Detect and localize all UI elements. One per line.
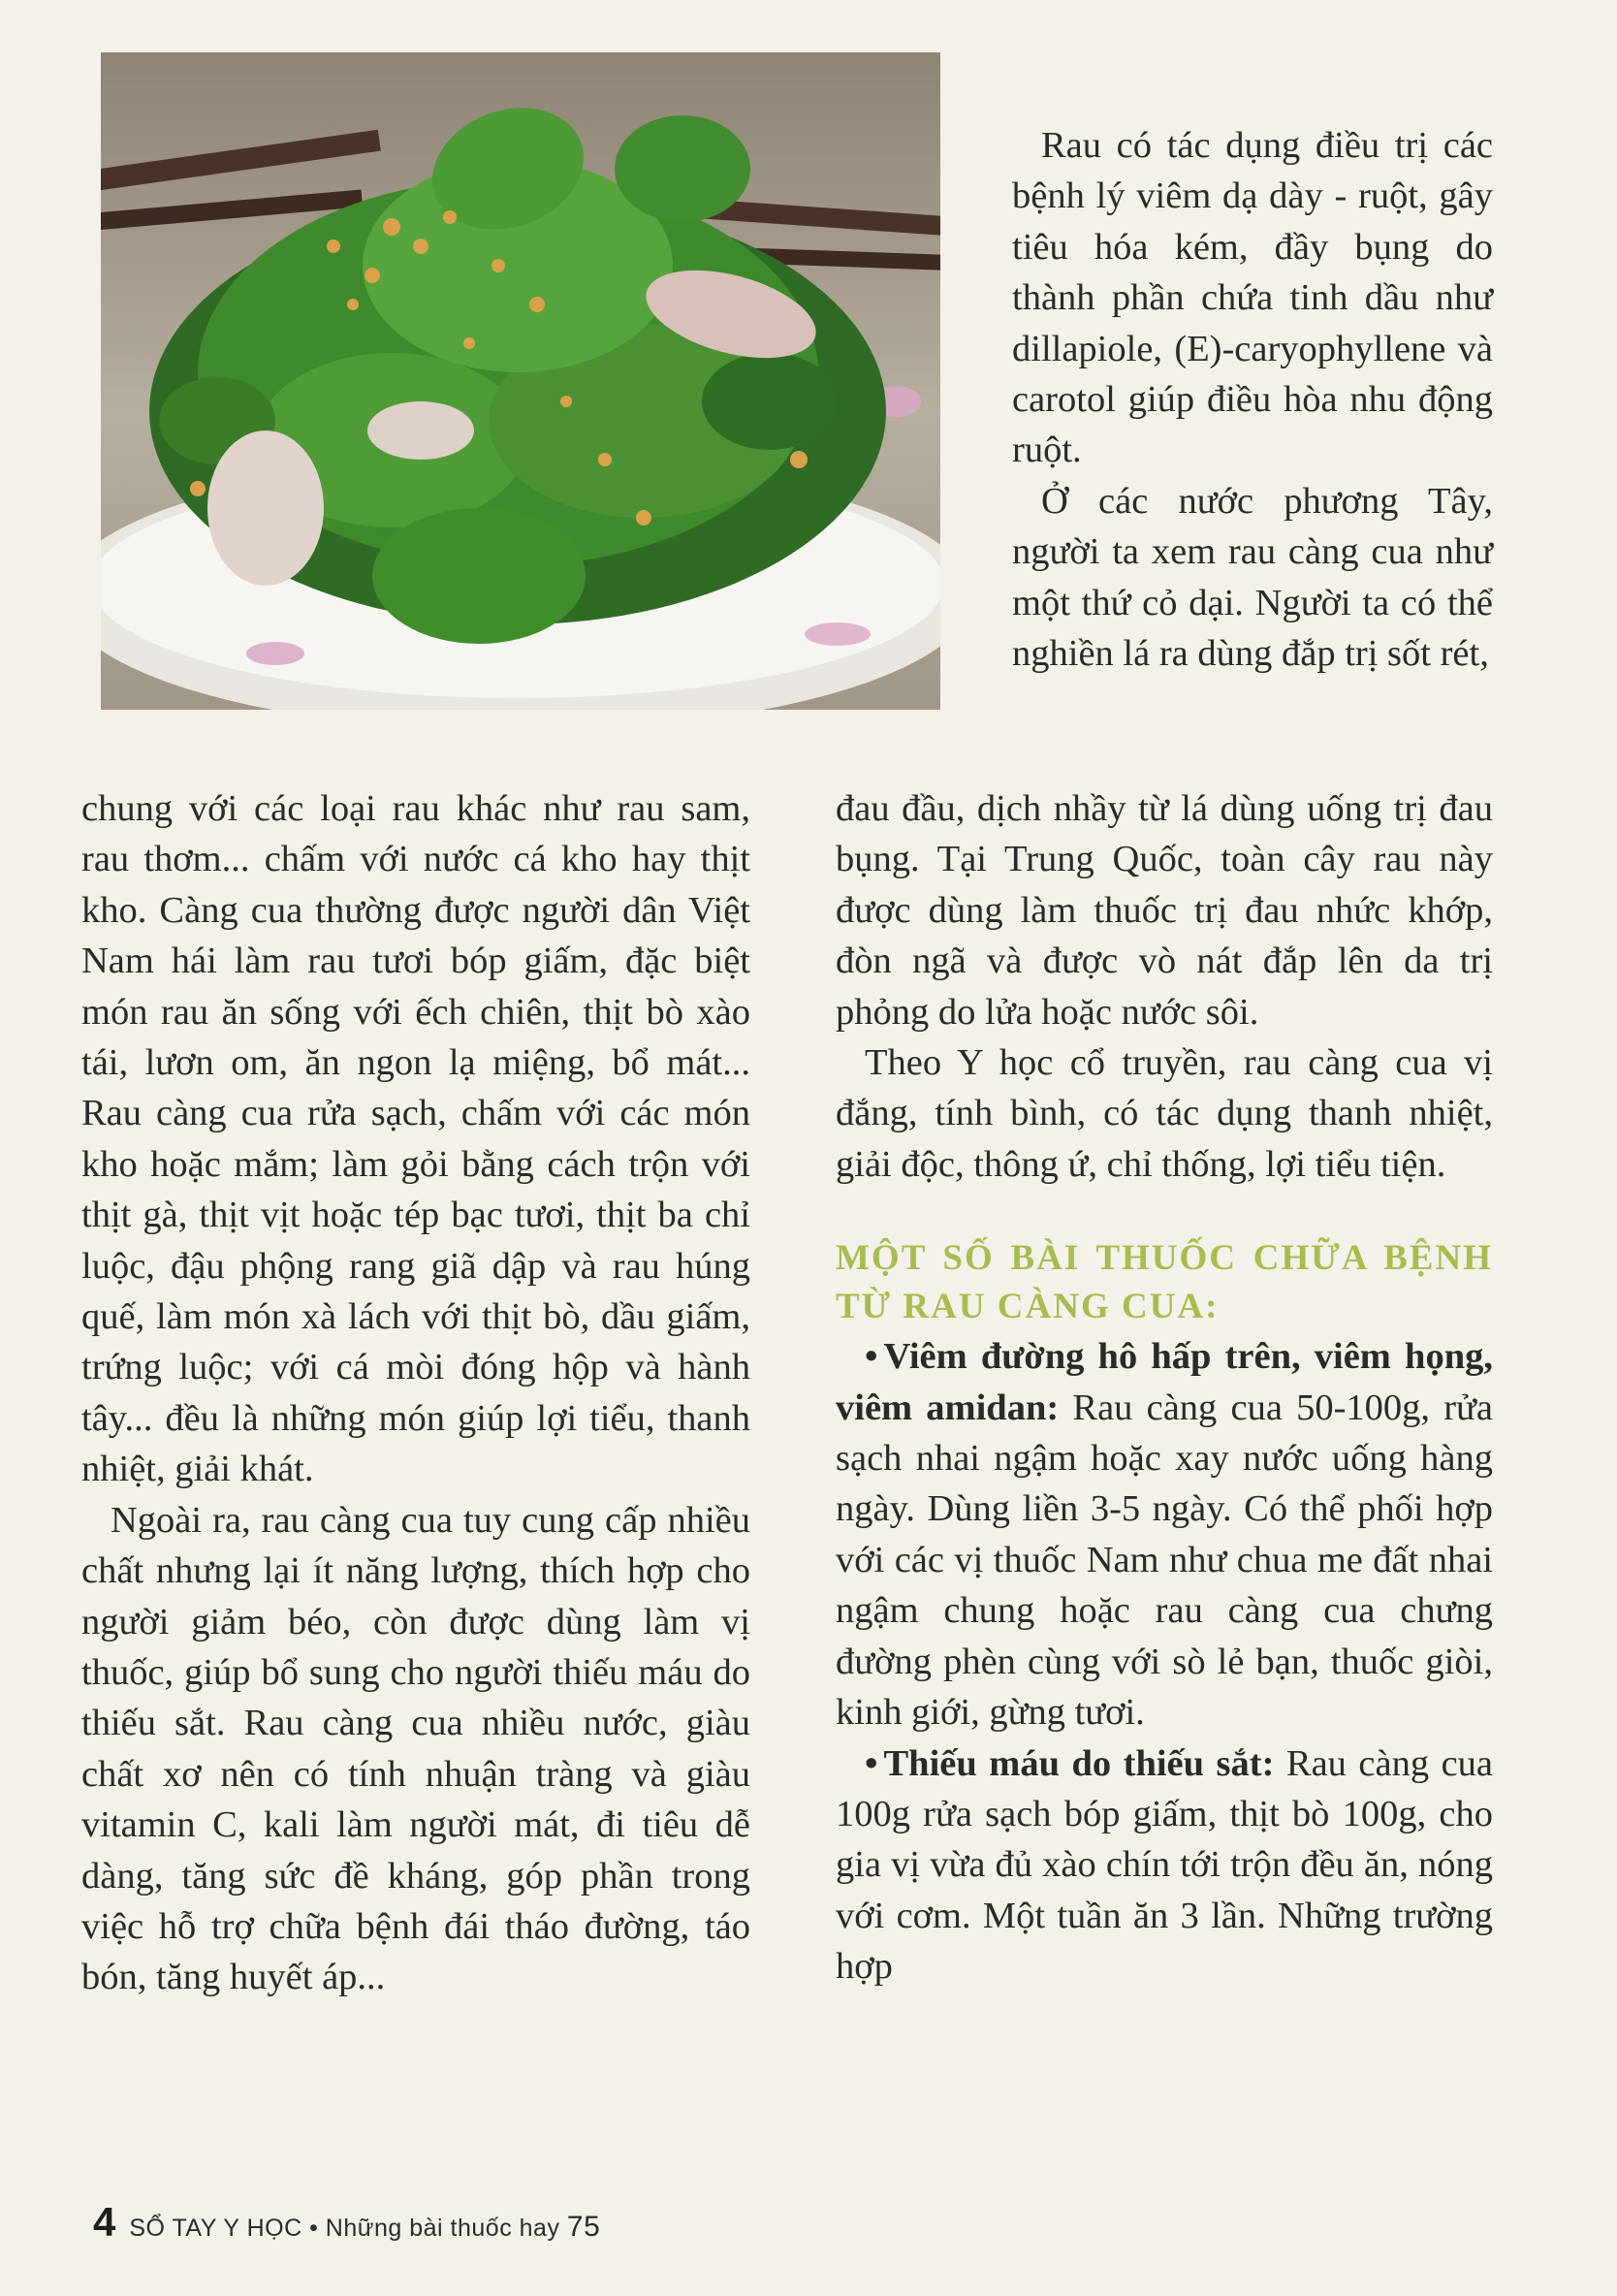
- remedy-text: Rau càng cua 50-100g, rửa sạch nhai ngậm hoặc xay nước uống hàng ngày. Dùng liền 3-5 ngày. Có thể phối hợp với các vị thuốc Nam như chua me đất nhai ngậm chung hoặc rau càng cua chưng đường phèn cùng với sò lẻ bạn, thuốc giòi, kinh giới, gừng tươi.: [836, 1387, 1493, 1734]
- page-number: 4: [93, 2199, 116, 2245]
- bullet-icon: •: [865, 1742, 878, 1784]
- paragraph: Ngoài ra, rau càng cua tuy cung cấp nhiều chất nhưng lại ít năng lượng, thích hợp cho người giảm béo, còn được dùng làm vị thuốc, giúp bổ sung cho người thiếu máu do thiếu sắt. Rau càng cua nhiều nước, giàu chất xơ nên có tính nhuận tràng và giàu vitamin C, kali làm người mát, đi tiêu dễ dàng, tăng sức đề kháng, góp phần trong việc hỗ trợ chữa bệnh đái tháo đường, táo bón, tăng huyết áp...: [81, 1499, 750, 1998]
- remedy-title: Viêm đường hô hấp trên, viêm họng, viêm amidan:: [836, 1336, 1493, 1428]
- remedy-title: Thiếu máu do thiếu sắt:: [883, 1742, 1275, 1784]
- remedy-item: [836, 1331, 1493, 1738]
- left-column: [81, 783, 750, 2003]
- paragraph: Theo Y học cổ truyền, rau càng cua vị đắng, tính bình, có tác dụng thanh nhiệt, giải độc, thông ứ, chỉ thống, lợi tiểu tiện.: [836, 1042, 1493, 1185]
- running-title-text: SỔ TAY Y HỌC • Những bài thuốc hay: [129, 2215, 560, 2242]
- section-heading: MỘT SỐ BÀI THUỐC CHỮA BỆNH TỪ RAU CÀNG CUA:: [836, 1238, 1493, 1327]
- remedy-item: [836, 1738, 1493, 1993]
- paragraph: đau đầu, dịch nhầy từ lá dùng uống trị đau bụng. Tại Trung Quốc, toàn cây rau này được dùng làm thuốc trị đau nhức khớp, đòn ngã và được vò nát đắp lên da trị phỏng do lửa hoặc nước sôi.: [836, 788, 1493, 1033]
- issue-number: 75: [566, 2211, 601, 2243]
- salad-photo: [101, 52, 940, 710]
- page-footer: [93, 2199, 600, 2246]
- running-title: [129, 2211, 600, 2244]
- right-top-column: [1012, 120, 1493, 679]
- right-bottom-column: [836, 783, 1493, 1993]
- paragraph: chung với các loại rau khác như rau sam, rau thơm... chấm với nước cá kho hay thịt kho. Càng cua thường được người dân Việt Nam hái làm rau tươi bóp giấm, đặc biệt món rau ăn sống với ếch chiên, thịt bò xào tái, lươn om, ăn ngon lạ miệng, bổ mát... Rau càng cua rửa sạch, chấm với các món kho hoặc mắm; làm gỏi bằng cách trộn với thịt gà, thịt vịt hoặc tép bạc tươi, thịt ba chỉ luộc, đậu phộng rang giã dập và rau húng quế, làm món xà lách với thịt bò, dầu giấm, trứng luộc; với cá mòi đóng hộp và hành tây... đều là những món giúp lợi tiểu, thanh nhiệt, giải khát.: [81, 788, 750, 1490]
- salad-illustration: [101, 52, 940, 710]
- remedy-text: Rau càng cua 100g rửa sạch bóp giấm, thịt bò 100g, cho gia vị vừa đủ xào chín tới trộn đều ăn, nóng với cơm. Một tuần ăn 3 lần. Những trường hợp: [836, 1742, 1493, 1988]
- paragraph: Ở các nước phương Tây, người ta xem rau càng cua như một thứ cỏ dại. Người ta có thể nghiền lá ra dùng đắp trị sốt rét,: [1012, 480, 1493, 675]
- bullet-icon: •: [865, 1336, 878, 1378]
- paragraph: Rau có tác dụng điều trị các bệnh lý viêm dạ dày - ruột, gây tiêu hóa kém, đầy bụng do thành phần chứa tinh dầu như dillapiole, (E)-caryophyllene và carotol giúp điều hòa nhu động ruột.: [1012, 125, 1493, 471]
